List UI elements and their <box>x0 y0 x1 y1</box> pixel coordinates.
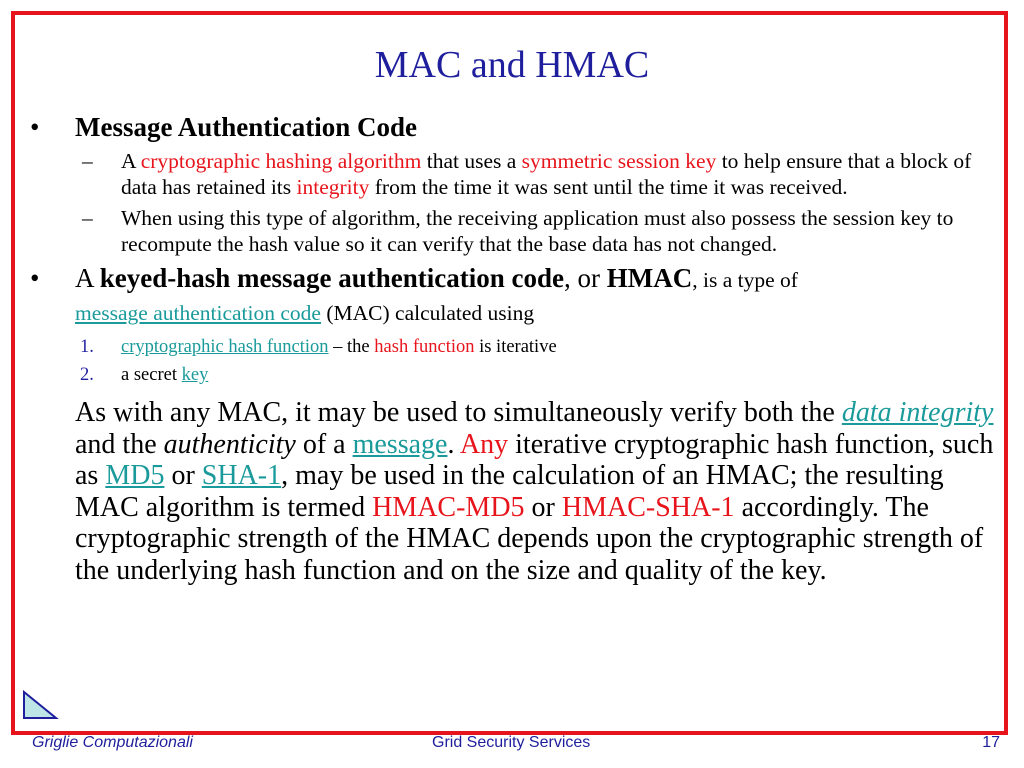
term-hmac: HMAC <box>606 263 693 293</box>
text: . <box>447 428 460 460</box>
text: is iterative <box>474 337 557 357</box>
text: accordingly. The cryptographic strength of the HMAC depends upon the cryptographic strength of the underlying hash function and on the size and quality of the key. <box>75 491 984 586</box>
text: , may be used in the calculation of an HMAC; the resulting MAC algorithm is termed <box>75 460 944 523</box>
numbered-item-2 <box>30 363 995 387</box>
term-hmac-sha-1: HMAC-SHA-1 <box>561 491 735 523</box>
fold-triangle-icon <box>22 690 60 720</box>
term-keyed-hash-mac: keyed-hash message authentication code <box>99 263 565 293</box>
numbered-item-1 <box>30 335 995 359</box>
term-symmetric-session-key: symmetric session key <box>521 149 717 173</box>
link-data-integrity[interactable]: data integrity <box>841 397 994 428</box>
text: , or <box>564 263 607 293</box>
term-authenticity: authenticity <box>163 428 296 460</box>
link-message-authentication-code[interactable]: message authentication code <box>75 301 321 325</box>
dash-icon: – <box>82 206 93 230</box>
text: or <box>524 491 562 523</box>
bullet-icon: • <box>30 112 40 142</box>
bullet-message-authentication-code <box>30 112 995 143</box>
item-number: 2. <box>80 365 94 385</box>
text: to help ensure that a block of data has retained its <box>121 149 972 199</box>
text: from the time it was sent until the time it was received. <box>369 175 848 199</box>
footer-course: Griglie Computazionali <box>32 734 193 751</box>
term-cryptographic-hashing-algorithm: cryptographic hashing algorithm <box>140 149 422 173</box>
item-number: 1. <box>80 337 94 357</box>
sub-bullet-session-key <box>30 205 995 257</box>
footer-page-number: 17 <box>982 734 1000 751</box>
text: As with any MAC, it may be used to simultaneously verify both the <box>75 397 842 428</box>
term-hmac-md5: HMAC-MD5 <box>372 491 525 523</box>
text: , is a type of <box>692 268 798 292</box>
dash-icon: – <box>82 149 93 173</box>
text: – the <box>328 337 375 357</box>
hmac-paragraph <box>30 397 995 586</box>
link-cryptographic-hash-function[interactable]: cryptographic hash function <box>121 337 329 357</box>
slide-content <box>30 112 995 586</box>
link-key[interactable]: key <box>181 365 209 385</box>
text: that uses a <box>421 149 522 173</box>
footer-title: Grid Security Services <box>432 734 591 751</box>
bullet-heading: Message Authentication Code <box>75 112 417 142</box>
term-any: Any <box>459 428 509 460</box>
text: A <box>75 263 100 293</box>
link-message[interactable]: message <box>352 428 448 460</box>
text: a secret <box>121 365 182 385</box>
text: A <box>121 149 141 173</box>
term-integrity: integrity <box>296 175 370 199</box>
bullet-icon: • <box>30 263 40 293</box>
text: (MAC) calculated using <box>320 301 535 325</box>
text: or <box>164 460 202 491</box>
link-sha-1[interactable]: SHA-1 <box>201 460 282 491</box>
term-hash-function: hash function <box>374 337 475 357</box>
slide-title: MAC and HMAC <box>374 44 650 86</box>
text: When using this type of algorithm, the receiving application must also possess the session key to recompute the hash value so it can verify that the base data has not changed. <box>121 206 954 256</box>
link-md5[interactable]: MD5 <box>105 460 165 491</box>
sub-bullet-definition <box>30 148 995 200</box>
bullet-hmac-definition <box>30 263 995 329</box>
text: iterative cryptographic hash function, such as <box>75 428 994 491</box>
text: of a <box>295 428 353 460</box>
text: and the <box>75 428 164 460</box>
